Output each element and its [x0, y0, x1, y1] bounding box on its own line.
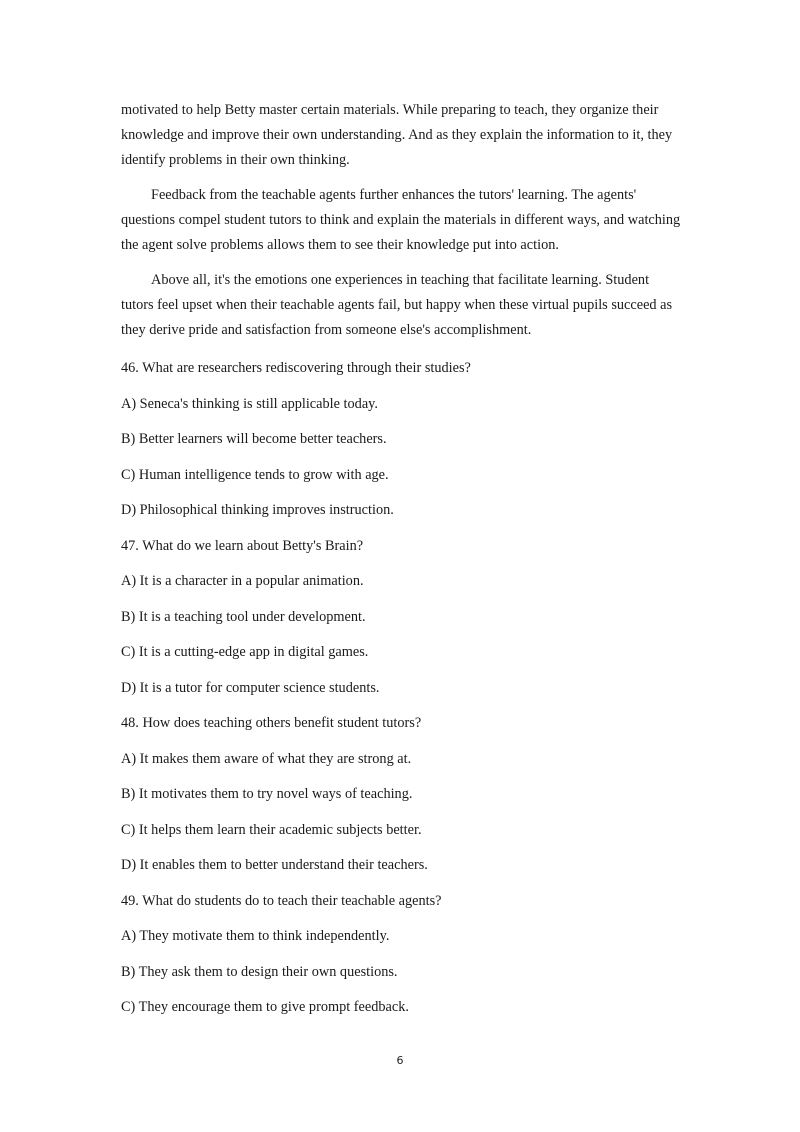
passage-paragraph: Feedback from the teachable agents further enhances the tutors' learning. The agents' questions compel student tutors to think and explain the materials in different ways, and watching the agent solve problems allows them to see their knowledge put into action. — [121, 187, 681, 253]
answer-option: A) It is a character in a popular animation. — [121, 573, 364, 589]
answer-option: A) It makes them aware of what they are strong at. — [121, 750, 412, 767]
answer-option: B) Better learners will become better teachers. — [121, 431, 387, 447]
answer-option: B) It is a teaching tool under development. — [121, 608, 366, 625]
passage-paragraph: motivated to help Betty master certain materials. While preparing to teach, they organize their knowledge and improve their own understanding. And as they explain the information to it, they identify problems in their own thinking. — [121, 102, 673, 168]
answer-option: C) It is a cutting-edge app in digital games. — [121, 644, 369, 660]
answer-option: D) It is a tutor for computer science students. — [121, 679, 380, 696]
answer-option: D) It enables them to better understand their teachers. — [121, 857, 428, 873]
answer-option: C) They encourage them to give prompt feedback. — [121, 999, 409, 1015]
answer-option: C) Human intelligence tends to grow with age. — [121, 466, 389, 483]
question-stem: 49. What do students do to teach their teachable agents? — [121, 892, 442, 909]
answer-option: D) Philosophical thinking improves instruction. — [121, 502, 394, 518]
question-stem: 46. What are researchers rediscovering through their studies? — [121, 360, 471, 376]
answer-option: B) They ask them to design their own questions. — [121, 963, 398, 980]
page-number: 6 — [396, 1054, 404, 1067]
passage-paragraph: Above all, it's the emotions one experiences in teaching that facilitate learning. Student tutors feel upset when their teachable agents fail, but happy when these virtual pupils succeed as they derive pride and satisfaction from someone else's accomplishment. — [121, 272, 673, 338]
answer-option: B) It motivates them to try novel ways of teaching. — [121, 786, 413, 802]
reading-passage — [121, 98, 681, 353]
question-stem: 48. How does teaching others benefit student tutors? — [121, 715, 422, 731]
answer-option: A) Seneca's thinking is still applicable today. — [121, 395, 378, 412]
answer-option: C) It helps them learn their academic subjects better. — [121, 821, 422, 838]
question-stem: 47. What do we learn about Betty's Brain? — [121, 537, 364, 554]
question-list — [121, 356, 681, 1031]
answer-option: A) They motivate them to think independently. — [121, 928, 390, 944]
